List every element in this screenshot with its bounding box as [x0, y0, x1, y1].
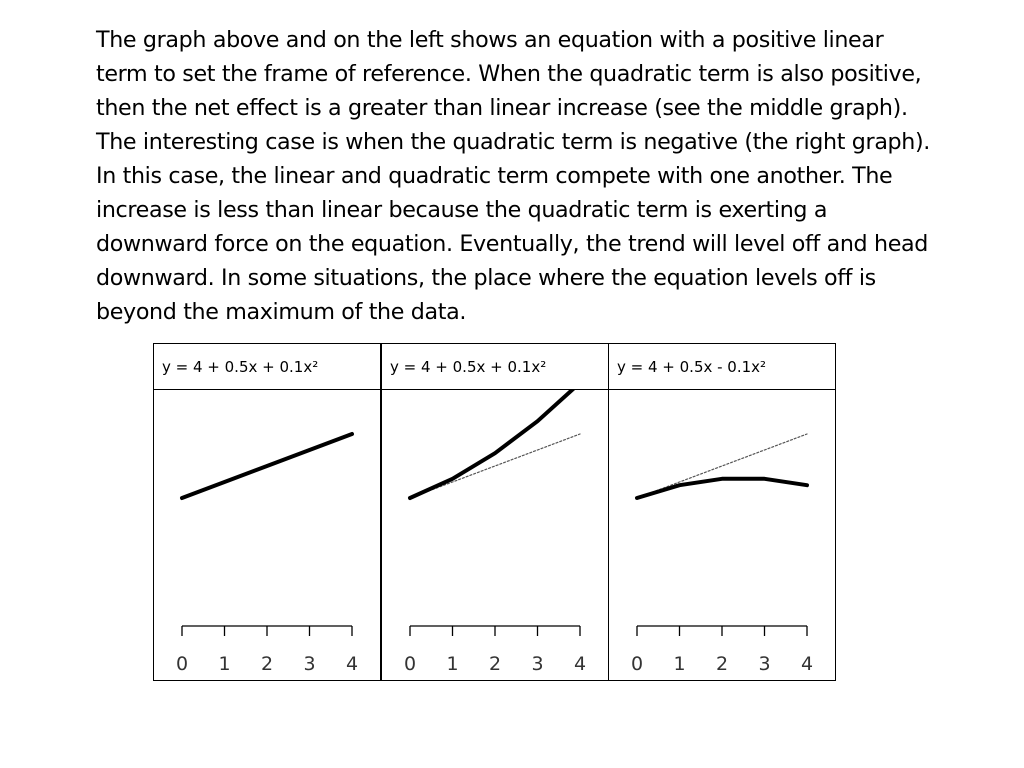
- chart-panels: [153, 343, 839, 683]
- x-tick-label: 4: [573, 653, 587, 675]
- paragraph-line: then the net effect is a greater than linear increase (see the middle graph).: [96, 95, 908, 121]
- paragraph-line: The graph above and on the left shows an equation with a positive linear: [96, 27, 884, 53]
- panel-header: [154, 344, 380, 390]
- series-line: [637, 479, 807, 498]
- paragraph-line: term to set the frame of reference. When the quadratic term is also positive,: [96, 61, 922, 87]
- paragraph-line: increase is less than linear because the quadratic term is exerting a: [96, 197, 828, 223]
- panel-equation: y = 4 + 0.5x + 0.1x²: [162, 358, 319, 376]
- x-tick-label: 0: [630, 653, 644, 675]
- x-tick-label: 4: [800, 653, 814, 675]
- chart-panel-3: [608, 343, 836, 681]
- x-tick-label: 0: [403, 653, 417, 675]
- chart-plot: [609, 390, 835, 680]
- x-tick-label: 2: [715, 653, 729, 675]
- x-tick-label: 3: [303, 653, 316, 675]
- x-tick-label: 4: [345, 653, 359, 675]
- paragraph-line: beyond the maximum of the data.: [96, 299, 467, 325]
- paragraph-line: downward force on the equation. Eventually, the trend will level off and head: [96, 231, 928, 257]
- explanation-paragraph: [96, 23, 1006, 329]
- x-tick-label: 2: [488, 653, 502, 675]
- series-line: [182, 434, 352, 498]
- chart-plot: [154, 390, 380, 680]
- x-tick-label: 1: [446, 653, 459, 675]
- x-tick-label: 0: [175, 653, 189, 675]
- paragraph-line: The interesting case is when the quadratic term is negative (the right graph).: [96, 129, 931, 155]
- x-tick-label: 2: [260, 653, 274, 675]
- x-tick-label: 1: [218, 653, 231, 675]
- paragraph-line: In this case, the linear and quadratic term compete with one another. The: [96, 163, 893, 189]
- panel-equation: y = 4 + 0.5x - 0.1x²: [617, 358, 767, 376]
- chart-panel-1: [153, 343, 381, 681]
- x-tick-label: 3: [531, 653, 544, 675]
- x-tick-label: 3: [758, 653, 771, 675]
- panel-header: [382, 344, 608, 390]
- paragraph-line: downward. In some situations, the place where the equation levels off is: [96, 265, 876, 291]
- chart-panel-2: [381, 343, 609, 681]
- chart-plot: [382, 390, 608, 680]
- panel-equation: y = 4 + 0.5x + 0.1x²: [390, 358, 547, 376]
- x-tick-label: 1: [673, 653, 686, 675]
- panel-header: [609, 344, 835, 390]
